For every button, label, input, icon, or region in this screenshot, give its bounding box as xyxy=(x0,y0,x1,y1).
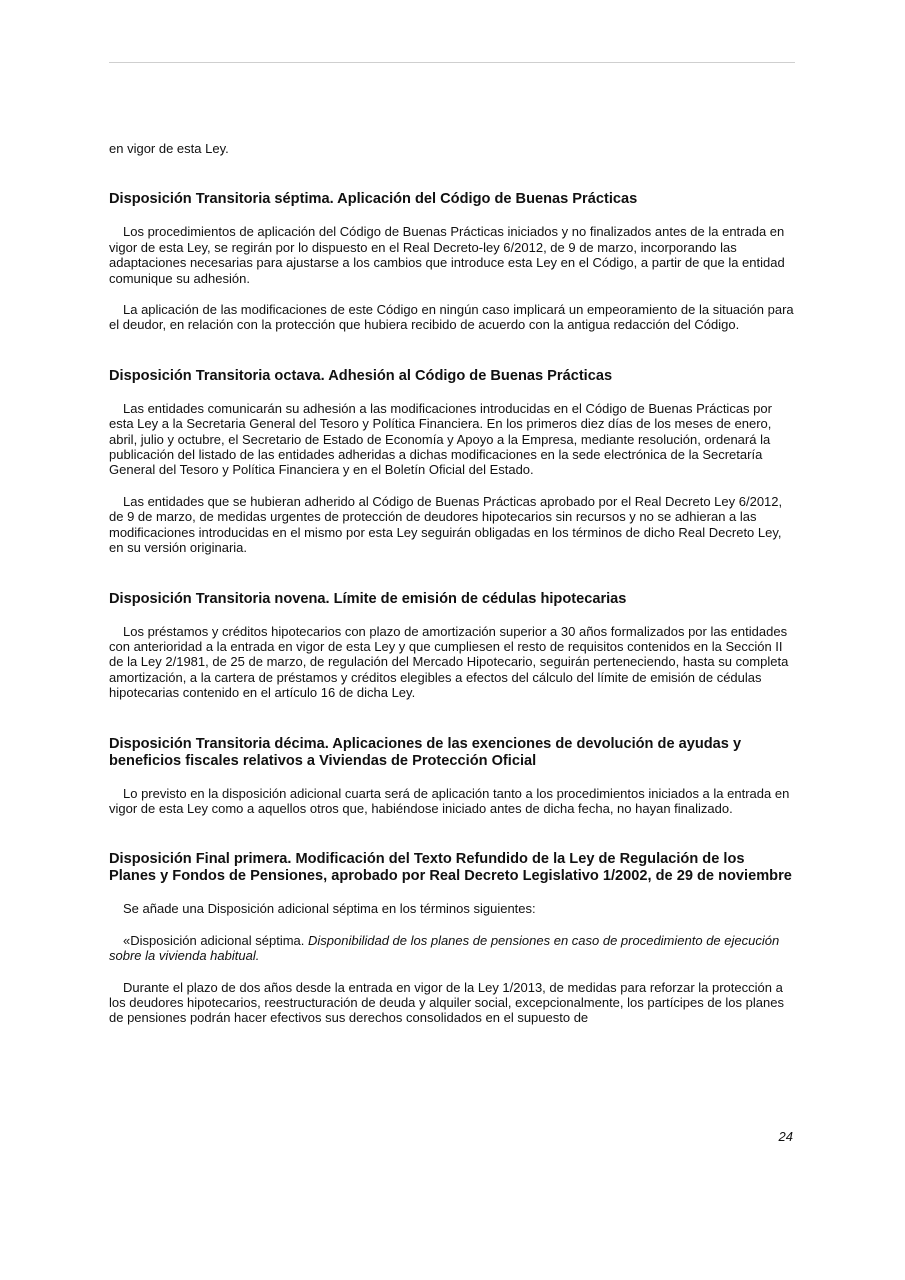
paragraph: Los préstamos y créditos hipotecarios con plazo de amortización superior a 30 años formalizados por las entidades con anterioridad a la entrada en vigor de esta Ley y que cumpliesen el resto de requisitos contenidos en la Sección II de la Ley 2/1981, de 25 de marzo, de regulación del Mercado Hipotecario, seguirán perteneciendo, hasta su completa amortización, a la cartera de préstamos y créditos elegibles a efectos del cálculo del límite de emisión de cédulas hipotecarias contenido en el artículo 16 de dicha Ley. xyxy=(109,623,789,701)
section-heading-transitoria-novena: Disposición Transitoria novena. Límite de emisión de cédulas hipotecarias xyxy=(109,590,627,607)
section-heading-transitoria-decima: Disposición Transitoria décima. Aplicaciones de las exenciones de devolución de ayudas y beneficios fiscales relativos a Viviendas de Protección Oficial xyxy=(109,735,742,769)
paragraph: Se añade una Disposición adicional séptima en los términos siguientes: xyxy=(123,901,536,917)
paragraph: Las entidades comunicarán su adhesión a las modificaciones introducidas en el Código de Buenas Prácticas por esta Ley a la Secretaria General del Tesoro y Política Financiera. En los primeros diez días de los meses de enero, abril, julio y octubre, el Secretario de Estado de Economía y Apoyo a la Empresa, mediante resolución, ordenará la publicación del listado de las entidades adheridas a dichas modificaciones en la sede electrónica de la Secretaría General del Tesoro y Política Financiera y en el Boletín Oficial del Estado. xyxy=(109,400,772,478)
paragraph: Durante el plazo de dos años desde la entrada en vigor de la Ley 1/2013, de medidas para reforzar la protección a los deudores hipotecarios, reestructuración de deuda y alquiler social, excepcionalmente, los partícipes de los planes de pensiones podrán hacer efectivos sus derechos consolidados en el supuesto de xyxy=(109,979,784,1026)
provision-italic-title: Disponibilidad de los planes de pensiones en caso de procedimiento de ejecución sobre la vivienda habitual. xyxy=(109,932,780,964)
paragraph: La aplicación de las modificaciones de este Código en ningún caso implicará un empeoramiento de la situación para el deudor, en relación con la protección que hubiera recibido de acuerdo con la antigua redacción del Código. xyxy=(109,302,794,333)
quoted-provision-title xyxy=(109,933,795,964)
paragraph: Las entidades que se hubieran adherido al Código de Buenas Prácticas aprobado por el Real Decreto Ley 6/2012, de 9 de marzo, de medidas urgentes de protección de deudores hipotecarios sin recursos y no se adhieran a las modificaciones introducidas en el mismo por esta Ley seguirán obligadas en los términos de dicho Real Decreto Ley, en su versión originaria. xyxy=(109,493,783,556)
intro-fragment: en vigor de esta Ley. xyxy=(109,141,229,156)
page-number: 24 xyxy=(778,1129,793,1144)
section-heading-transitoria-septima: Disposición Transitoria séptima. Aplicación del Código de Buenas Prácticas xyxy=(109,191,638,208)
paragraph: Los procedimientos de aplicación del Código de Buenas Prácticas iniciados y no finalizados antes de la entrada en vigor de esta Ley, se regirán por lo dispuesto en el Real Decreto-ley 6/2012, de 9 de marzo, incorporando las adaptaciones necesarias para ajustarse a los cambios que introduce esta Ley en el Código, a partir de que la entidad comunique su adhesión. xyxy=(109,224,785,286)
section-heading-final-primera: Disposición Final primera. Modificación del Texto Refundido de la Ley de Regulación de los Planes y Fondos de Pensiones, aprobado por Real Decreto Legislativo 1/2002, de 29 de noviembre xyxy=(109,851,792,885)
provision-lead: «Disposición adicional séptima. xyxy=(123,932,308,948)
document-body xyxy=(109,141,795,1026)
section-heading-transitoria-octava: Disposición Transitoria octava. Adhesión al Código de Buenas Prácticas xyxy=(109,367,613,384)
paragraph: Lo previsto en la disposición adicional cuarta será de aplicación tanto a los procedimientos iniciados a la entrada en vigor de esta Ley como a aquellos otros que, habiéndose iniciado antes de dicha fecha, no hayan finalizado. xyxy=(109,785,790,816)
document-page xyxy=(109,0,795,1280)
header-rule xyxy=(109,62,795,63)
